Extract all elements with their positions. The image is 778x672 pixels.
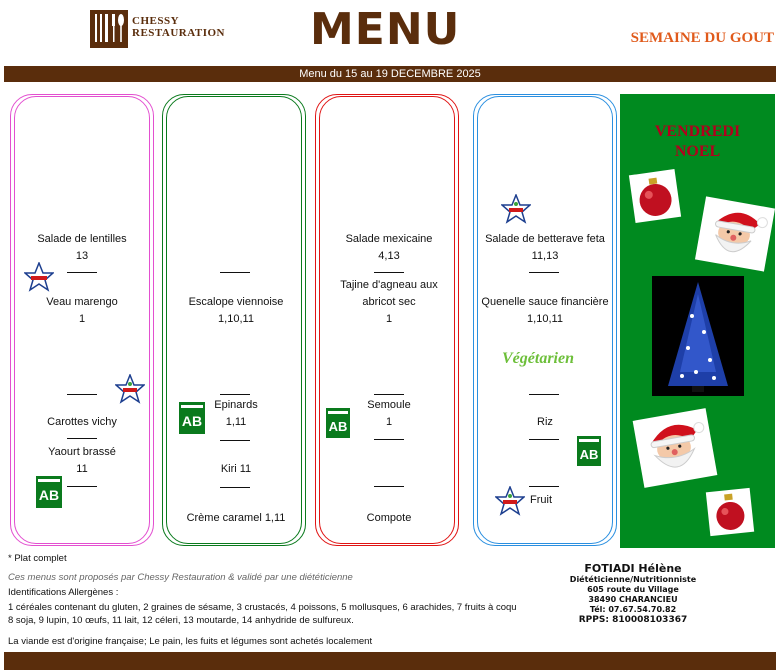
allergen-codes: 13 [75, 250, 89, 262]
viandes-de-france-badge [24, 262, 54, 292]
ab-organic-badge [326, 408, 350, 438]
menu-item: Kiri 11 [220, 463, 252, 475]
separator [67, 272, 97, 273]
menu-item: Veau marengo [46, 296, 118, 308]
fruits-legumes-de-france-badge [495, 486, 525, 516]
menu-item: Riz [537, 416, 553, 428]
christmas-tree-image [652, 276, 744, 396]
allergen-codes: 1 [78, 313, 86, 325]
separator [529, 394, 559, 395]
allergen-codes: 1 [385, 416, 393, 428]
star-icon [115, 374, 145, 404]
separator [220, 440, 250, 441]
dietitian-address: 38490 CHARANCIEU [588, 595, 678, 604]
separator [374, 394, 404, 395]
fruits-legumes-de-france-badge [115, 374, 145, 404]
ab-logo-icon [36, 476, 62, 508]
separator [529, 439, 559, 440]
dietitian-rpps: RPPS: 810008103367 [578, 615, 688, 625]
day-title-vendredi: VENDREDI NOEL [654, 123, 741, 160]
separator [220, 487, 250, 488]
menu-item: Salade de lentilles [37, 233, 127, 245]
ab-organic-badge [36, 476, 62, 508]
svg-text:AB: AB [38, 487, 60, 503]
ab-organic-badge [577, 436, 601, 466]
santa-icon [633, 408, 718, 488]
week-tag: SEMAINE DU GOUT [630, 30, 774, 46]
allergen-codes: 1 [385, 313, 393, 325]
allergen-codes: 1,10,11 [527, 313, 563, 325]
separator [220, 394, 250, 395]
ab-logo-icon [577, 436, 601, 466]
ornament-icon [629, 169, 681, 223]
ab-logo-icon [179, 402, 205, 434]
menu-item: Crème caramel 1,11 [186, 512, 286, 524]
allergens-list: 1 céréales contenant du gluten, 2 graines de sésame, 3 crustacés, 4 poissons, 5 mollusques, 6 arachides, 7 fruits à coqu [8, 602, 517, 613]
cutlery-icon [86, 6, 130, 50]
allergens-title: Identifications Allergènes : [8, 587, 119, 598]
separator [67, 394, 97, 395]
menu-item: abricot sec [362, 296, 416, 308]
svg-text:AB: AB [328, 419, 348, 434]
allergen-codes: 4,13 [378, 250, 400, 262]
christmas-ornament-image [706, 488, 754, 536]
santa-image [695, 196, 775, 271]
separator [374, 272, 404, 273]
menu-item: Escalope viennoise [188, 296, 284, 308]
svg-text:AB: AB [579, 447, 599, 462]
dietitian-stamp [568, 562, 698, 625]
menu-item: Yaourt brassé [48, 446, 116, 458]
separator [529, 272, 559, 273]
menu-item: Salade de betterave feta [485, 233, 605, 245]
separator [67, 438, 97, 439]
day-card-vendredi [620, 94, 775, 548]
separator [529, 486, 559, 487]
ornament-icon [706, 488, 754, 536]
svg-text:AB: AB [181, 413, 203, 429]
vegetarien-logo: Végétarien [502, 350, 574, 367]
ab-logo-icon [326, 408, 350, 438]
tree-icon [652, 276, 744, 396]
star-icon [495, 486, 525, 516]
santa-icon [695, 196, 775, 271]
dietitian-phone: Tél: 07.67.54.70.82 [589, 605, 677, 614]
dietitian-name: FOTIADI Hélène [584, 562, 682, 575]
allergen-codes: 11,13 [531, 250, 559, 262]
page-title: MENU [310, 4, 461, 55]
santa-image [633, 408, 718, 488]
menu-item: Epinards [214, 399, 258, 411]
origin-note: La viande est d'origine française; Le pain, les fuits et légumes sont achetés localement [8, 636, 373, 647]
allergens-list: 8 soja, 9 lupin, 10 œufs, 11 lait, 12 céleri, 13 moutarde, 14 anhydride de sulfureux. [8, 615, 354, 626]
allergen-codes: 1,11 [225, 416, 247, 428]
allergen-codes: 11 [76, 463, 88, 475]
menu-item: Compote [366, 512, 412, 524]
ab-organic-badge [179, 402, 205, 434]
plat-complet-note: * Plat complet [8, 553, 67, 564]
menu-item: Quenelle sauce financière [481, 296, 609, 308]
dietitian-role: Diététicienne/Nutritionniste [569, 575, 697, 584]
separator [374, 439, 404, 440]
menu-item: Tajine d'agneau aux [340, 279, 438, 291]
christmas-ornament-image [629, 169, 681, 223]
date-bar: Menu du 15 au 19 DECEMBRE 2025 [4, 66, 776, 82]
separator [220, 272, 250, 273]
dietitian-address: 605 route du Village [587, 585, 679, 594]
allergen-codes: 1,10,11 [218, 313, 254, 325]
menu-item: Fruit [530, 494, 552, 506]
separator [67, 486, 97, 487]
star-icon [24, 262, 54, 292]
logo-text: CHESSY RESTAURATION [132, 15, 225, 39]
fruits-legumes-de-france-badge [501, 194, 531, 224]
separator [374, 486, 404, 487]
star-icon [501, 194, 531, 224]
menu-item: Carottes vichy [47, 416, 117, 428]
disclaimer-note: Ces menus sont proposés par Chessy Restauration & validé par une diététicienne [8, 572, 353, 583]
footer-bar [4, 652, 776, 670]
menu-item: Salade mexicaine [345, 233, 433, 245]
menu-item: Semoule [367, 399, 411, 411]
chessy-logo [86, 6, 236, 50]
